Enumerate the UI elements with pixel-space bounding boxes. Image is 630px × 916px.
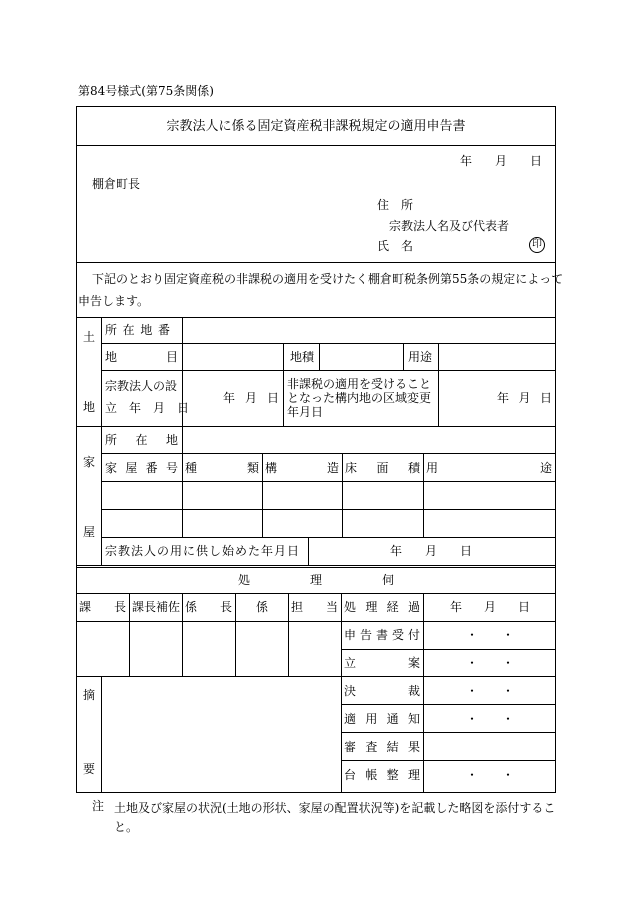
subsection-chief-label: 係 長: [185, 600, 232, 614]
note-label: 注: [92, 799, 105, 813]
address-label: 住 所: [377, 198, 414, 212]
filing-date: 年 月 日: [460, 154, 542, 168]
step-receipt-date: ・ ・: [466, 628, 515, 642]
seal-mark: 印: [529, 237, 545, 253]
progress-date-header: 年 月 日: [450, 600, 530, 614]
house-structure-label: 構 造: [265, 461, 339, 475]
section-chief-label: 課 長: [79, 600, 126, 614]
area-change-label-3: 年月日: [287, 405, 324, 419]
step-receipt: 申 告 書 受 付: [344, 628, 420, 642]
land-location-label: 所 在 地 番: [105, 323, 170, 337]
intro-line-2: 申告します。: [78, 294, 150, 308]
note-text: 土地及び家屋の状況(土地の形状、家屋の配置状況等)を記載した略図を添付すること。: [114, 801, 556, 834]
land-category-label: 地 目: [105, 350, 178, 364]
area-change-label-2: となった構内地の区域変更: [287, 391, 432, 405]
step-approval: 決 裁: [344, 684, 420, 698]
established-date: 年 月 日: [223, 391, 279, 405]
step-ledger-date: ・ ・: [466, 768, 515, 782]
progress-label: 処 理 経 過: [344, 600, 420, 614]
staff-label: 係: [256, 600, 269, 614]
house-kind-label: 種 類: [185, 461, 259, 475]
house-start-date-label: 宗教法人の用に供し始めた年月日: [105, 544, 301, 558]
step-notice: 適 用 通 知: [344, 712, 420, 726]
area-change-date: 年 月 日: [497, 391, 552, 405]
house-side-label-bottom: 屋: [83, 525, 96, 539]
step-draft: 立 案: [344, 656, 420, 670]
processing-title: 処 理 伺: [238, 573, 394, 587]
step-approval-date: ・ ・: [466, 684, 515, 698]
summary-label-bottom: 要: [83, 762, 96, 776]
step-notice-date: ・ ・: [466, 712, 515, 726]
house-start-date: 年 月 日: [390, 544, 472, 558]
established-label-1: 宗教法人の設: [105, 379, 178, 393]
land-area-label: 地積: [290, 350, 315, 364]
established-label-2: 立 年 月 日: [105, 401, 190, 415]
corporation-label: 宗教法人名及び代表者: [389, 219, 510, 233]
name-label: 氏 名: [377, 239, 414, 253]
form-number: 第84号様式(第75条関係): [78, 84, 214, 98]
house-floor-area-label: 床 面 積: [345, 461, 420, 475]
intro-line-1: 下記のとおり固定資産税の非課税の適用を受けたく棚倉町税条例第55条の規定によって: [92, 272, 564, 286]
person-in-charge-label: 担 当: [291, 600, 338, 614]
land-side-label-bottom: 地: [83, 400, 96, 414]
step-draft-date: ・ ・: [466, 656, 515, 670]
recipient: 棚倉町長: [92, 177, 141, 191]
step-review: 審 査 結 果: [344, 740, 420, 754]
house-location-label: 所 在 地: [105, 433, 178, 447]
area-change-label-1: 非課税の適用を受けること: [287, 377, 432, 391]
step-ledger: 台 帳 整 理: [344, 768, 420, 782]
land-use-label: 用途: [408, 350, 433, 364]
house-side-label-top: 家: [83, 455, 96, 469]
assistant-chief-label: 課長補佐: [132, 600, 181, 614]
house-use-label: 用 途: [426, 461, 552, 475]
house-number-label: 家 屋 番 号: [105, 461, 178, 475]
summary-label-top: 摘: [83, 688, 96, 702]
form-title: 宗教法人に係る固定資産税非課税規定の適用申告書: [166, 119, 466, 134]
land-side-label-top: 土: [83, 330, 96, 344]
